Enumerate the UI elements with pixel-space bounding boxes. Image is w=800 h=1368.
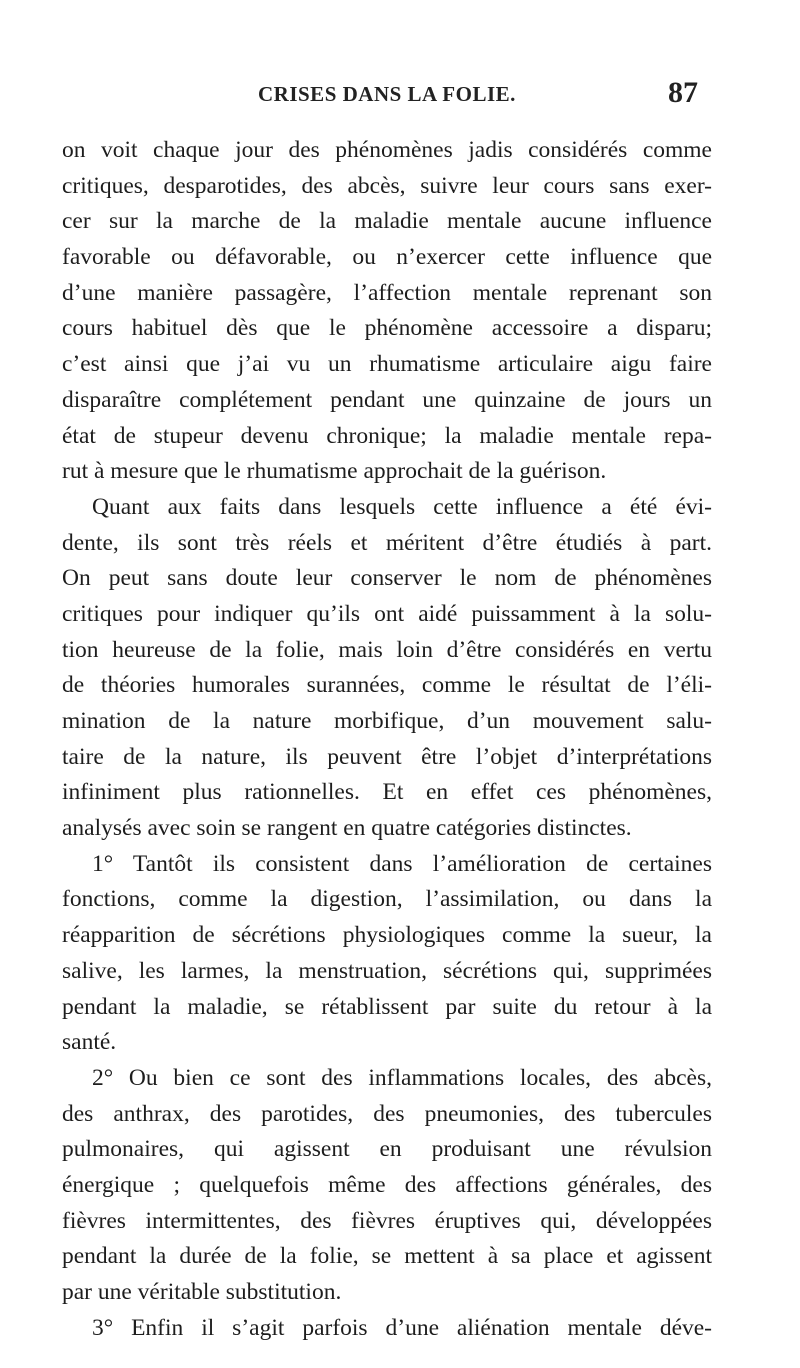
body-text	[62, 133, 712, 1346]
text-line: de théories humorales surannées, comme le résultat de l’éli-	[62, 672, 712, 699]
page-number: 87	[668, 76, 698, 109]
text-line: favorable ou défavorable, ou n’exercer cette influence que	[62, 244, 712, 271]
text-line: pendant la maladie, se rétablissent par suite du retour à la	[62, 993, 712, 1020]
text-line: fonctions, comme la digestion, l’assimilation, ou dans la	[62, 886, 712, 913]
text-line: santé.	[62, 1029, 117, 1056]
running-title: CRISES DANS LA FOLIE.	[258, 82, 516, 106]
text-line: pulmonaires, qui agissent en produisant une révulsion	[62, 1136, 712, 1163]
text-line: rut à mesure que le rhumatisme approchait de la guérison.	[62, 458, 607, 485]
text-line: On peut sans doute leur conserver le nom de phénomènes	[62, 565, 712, 592]
text-line: par une véritable substitution.	[62, 1279, 342, 1305]
text-line: fièvres intermittentes, des fièvres éruptives qui, développées	[62, 1207, 712, 1234]
text-line: salive, les larmes, la menstruation, sécrétions qui, supprimées	[62, 957, 712, 984]
text-line: des anthrax, des parotides, des pneumonies, des tubercules	[62, 1100, 712, 1127]
text-line: dente, ils sont très réels et méritent d’être étudiés à part.	[62, 529, 712, 556]
text-line: critiques pour indiquer qu’ils ont aidé puissamment à la solu-	[62, 600, 712, 627]
text-line: Quant aux faits dans lesquels cette influence a été évi-	[92, 493, 712, 520]
text-line: 2° Ou bien ce sont des inflammations locales, des abcès,	[92, 1064, 712, 1091]
text-line: disparaître complétement pendant une quinzaine de jours un	[62, 386, 712, 413]
text-line: 3° Enfin il s’agit parfois d’une aliénation mentale déve-	[92, 1314, 712, 1341]
text-line: taire de la nature, ils peuvent être l’objet d’interprétations	[62, 743, 712, 770]
text-line: d’une manière passagère, l’affection mentale reprenant son	[62, 279, 712, 306]
text-line: critiques, desparotides, des abcès, suivre leur cours sans exer-	[62, 172, 712, 199]
text-line: état de stupeur devenu chronique; la maladie mentale repa-	[62, 422, 712, 449]
text-line: c’est ainsi que j’ai vu un rhumatisme articulaire aigu faire	[62, 351, 712, 378]
text-line: infiniment plus rationnelles. Et en effet ces phénomènes,	[62, 779, 712, 806]
text-line: mination de la nature morbifique, d’un mouvement salu-	[62, 708, 712, 734]
text-line: cours habituel dès que le phénomène accessoire a disparu;	[62, 315, 712, 342]
text-line: énergique ; quelquefois même des affections générales, des	[62, 1171, 712, 1198]
text-line: on voit chaque jour des phénomènes jadis considérés comme	[62, 137, 712, 163]
text-line: cer sur la marche de la maladie mentale aucune influence	[62, 208, 712, 235]
text-line: tion heureuse de la folie, mais loin d’être considérés en vertu	[62, 636, 712, 663]
text-line: analysés avec soin se rangent en quatre catégories distinctes.	[62, 815, 632, 842]
text-line: pendant la durée de la folie, se mettent à sa place et agissent	[62, 1243, 712, 1270]
text-line: 1° Tantôt ils consistent dans l’amélioration de certaines	[92, 850, 712, 877]
text-line: réapparition de sécrétions physiologiques comme la sueur, la	[62, 922, 712, 949]
